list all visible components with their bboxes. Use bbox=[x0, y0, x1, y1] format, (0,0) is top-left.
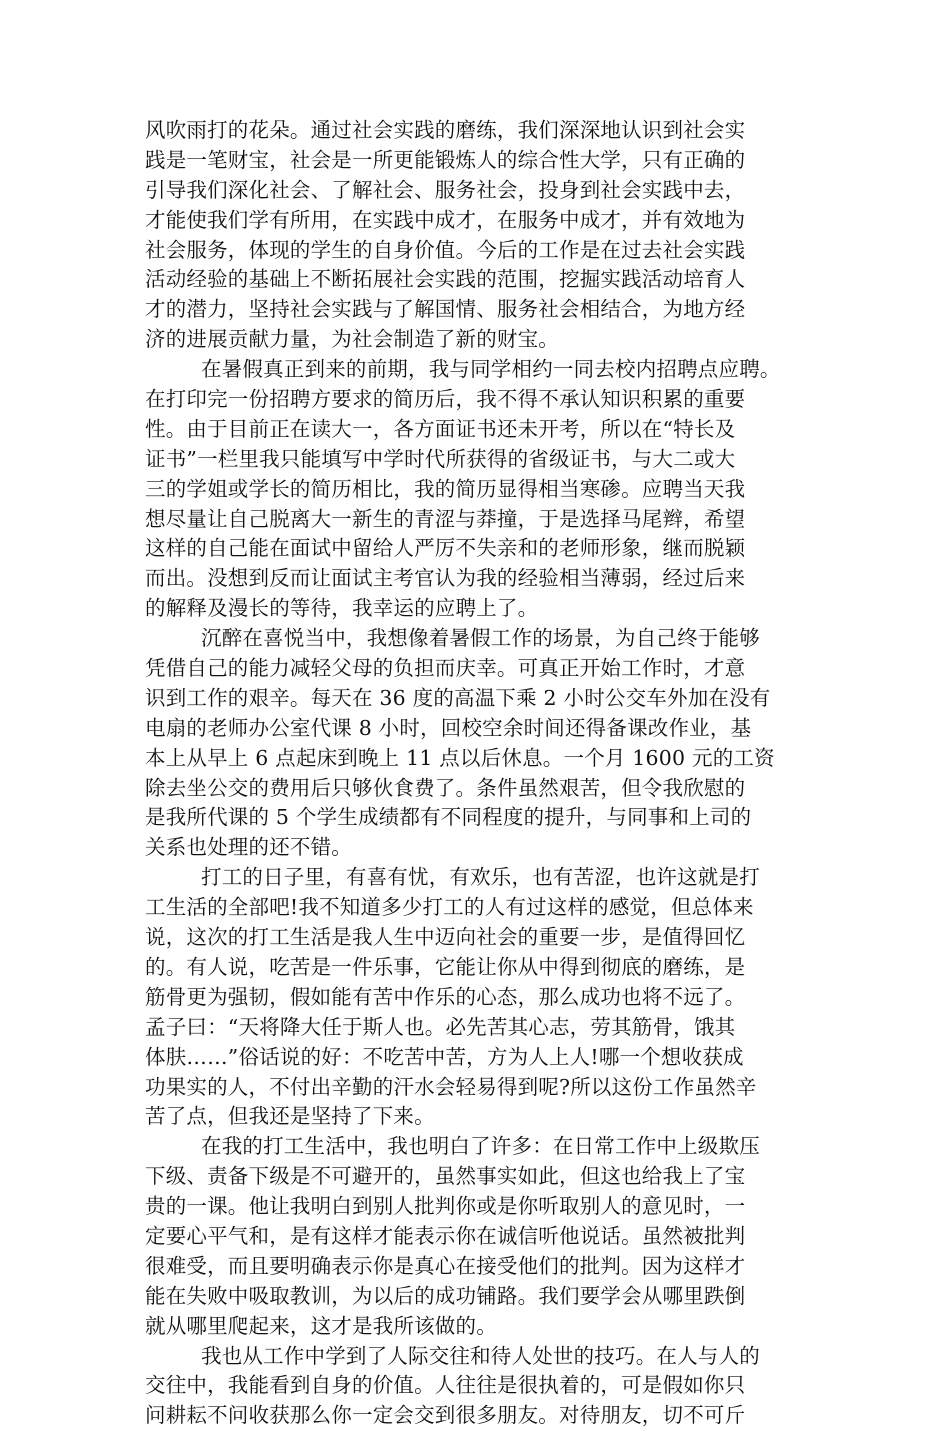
text-line: 交往中，我能看到自身的价值。人往往是很执着的，可是假如你只 bbox=[145, 1373, 746, 1398]
text-line: 社会服务，体现的学生的自身价值。今后的工作是在过去社会实践 bbox=[145, 237, 746, 262]
document-body bbox=[145, 116, 815, 1431]
text-line: 在暑假真正到来的前期，我与同学相约一同去校内招聘点应聘。 bbox=[201, 357, 781, 382]
text-line: 这样的自己能在面试中留给人严厉不失亲和的老师形象，继而脱颖 bbox=[145, 536, 746, 561]
text-line: 证书”一栏里我只能填写中学时代所获得的省级证书，与大二或大 bbox=[145, 446, 736, 471]
text-line: 定要心平气和，是有这样才能表示你在诚信听他说话。虽然被批判 bbox=[145, 1223, 746, 1248]
text-line: 济的进展贡献力量，为社会制造了新的财宝。 bbox=[145, 327, 559, 352]
text-line: 凭借自己的能力减轻父母的负担而庆幸。可真正开始工作时，才意 bbox=[145, 656, 746, 681]
text-line: 的。有人说，吃苦是一件乐事，它能让你从中得到彻底的磨练，是 bbox=[145, 954, 746, 979]
text-line: 打工的日子里，有喜有忧，有欢乐，也有苦涩，也许这就是打 bbox=[201, 865, 760, 890]
text-line: 引导我们深化社会、了解社会、服务社会，投身到社会实践中去， bbox=[145, 177, 746, 202]
text-line: 就从哪里爬起来，这才是我所该做的。 bbox=[145, 1313, 497, 1338]
text-line: 工生活的全部吧!我不知道多少打工的人有过这样的感觉，但总体来 bbox=[145, 895, 754, 920]
text-line: 说，这次的打工生活是我人生中迈向社会的重要一步，是值得回忆 bbox=[145, 925, 746, 950]
text-line: 沉醉在喜悦当中，我想像着暑假工作的场景，为自己终于能够 bbox=[201, 626, 760, 651]
text-line: 的解释及漫长的等待，我幸运的应聘上了。 bbox=[145, 596, 539, 621]
text-line: 功果实的人，不付出辛勤的汗水会轻易得到呢?所以这份工作虽然辛 bbox=[145, 1074, 757, 1099]
text-line: 除去坐公交的费用后只够伙食费了。条件虽然艰苦，但令我欣慰的 bbox=[145, 775, 746, 800]
text-line: 体肤……”俗话说的好：不吃苦中苦，方为人上人!哪一个想收获成 bbox=[145, 1044, 744, 1069]
text-line: 贵的一课。他让我明白到别人批判你或是你听取别人的意见时，一 bbox=[145, 1194, 746, 1219]
text-line: 三的学姐或学长的简历相比，我的简历显得相当寒碜。应聘当天我 bbox=[145, 476, 746, 501]
text-line: 电扇的老师办公室代课 8 小时，回校空余时间还得备课改作业，基 bbox=[145, 715, 752, 740]
text-line: 而出。没想到反而让面试主考官认为我的经验相当薄弱，经过后来 bbox=[145, 566, 746, 591]
text-line: 能在失败中吸取教训，为以后的成功铺路。我们要学会从哪里跌倒 bbox=[145, 1283, 746, 1308]
text-line: 孟子曰：“天将降大任于斯人也。必先苦其心志，劳其筋骨，饿其 bbox=[145, 1014, 736, 1039]
text-line: 本上从早上 6 点起床到晚上 11 点以后休息。一个月 1600 元的工资 bbox=[145, 745, 775, 770]
text-line: 很难受，而且要明确表示你是真心在接受他们的批判。因为这样才 bbox=[145, 1253, 746, 1278]
text-line: 才的潜力，坚持社会实践与了解国情、服务社会相结合，为地方经 bbox=[145, 297, 746, 322]
text-line: 风吹雨打的花朵。通过社会实践的磨练，我们深深地认识到社会实 bbox=[145, 118, 746, 142]
text-line: 下级、责备下级是不可避开的，虽然事实如此，但这也给我上了宝 bbox=[145, 1164, 746, 1189]
text-line: 在打印完一份招聘方要求的简历后，我不得不承认知识积累的重要 bbox=[145, 387, 746, 412]
text-line: 是我所代课的 5 个学生成绩都有不同程度的提升，与同事和上司的 bbox=[145, 805, 752, 830]
text-line: 苦了点，但我还是坚持了下来。 bbox=[145, 1104, 435, 1129]
text-line: 问耕耘不问收获那么你一定会交到很多朋友。对待朋友，切不可斤 bbox=[145, 1403, 746, 1428]
text-line: 在我的打工生活中，我也明白了许多：在日常工作中上级欺压 bbox=[201, 1134, 760, 1159]
text-line: 想尽量让自己脱离大一新生的青涩与莽撞，于是选择马尾辫，希望 bbox=[145, 506, 746, 531]
text-line: 才能使我们学有所用，在实践中成才，在服务中成才，并有效地为 bbox=[145, 207, 746, 232]
text-line: 性。由于目前正在读大一，各方面证书还未开考，所以在“特长及 bbox=[145, 416, 736, 441]
text-line: 识到工作的艰辛。每天在 36 度的高温下乘 2 小时公交车外加在没有 bbox=[145, 685, 771, 710]
text-line: 我也从工作中学到了人际交往和待人处世的技巧。在人与人的 bbox=[201, 1343, 760, 1368]
text-line: 践是一笔财宝，社会是一所更能锻炼人的综合性大学，只有正确的 bbox=[145, 147, 746, 172]
text-line: 活动经验的基础上不断拓展社会实践的范围，挖掘实践活动培育人 bbox=[145, 267, 746, 292]
text-line: 筋骨更为强韧，假如能有苦中作乐的心态，那么成功也将不远了。 bbox=[145, 984, 746, 1009]
text-line: 关系也处理的还不错。 bbox=[145, 835, 352, 860]
